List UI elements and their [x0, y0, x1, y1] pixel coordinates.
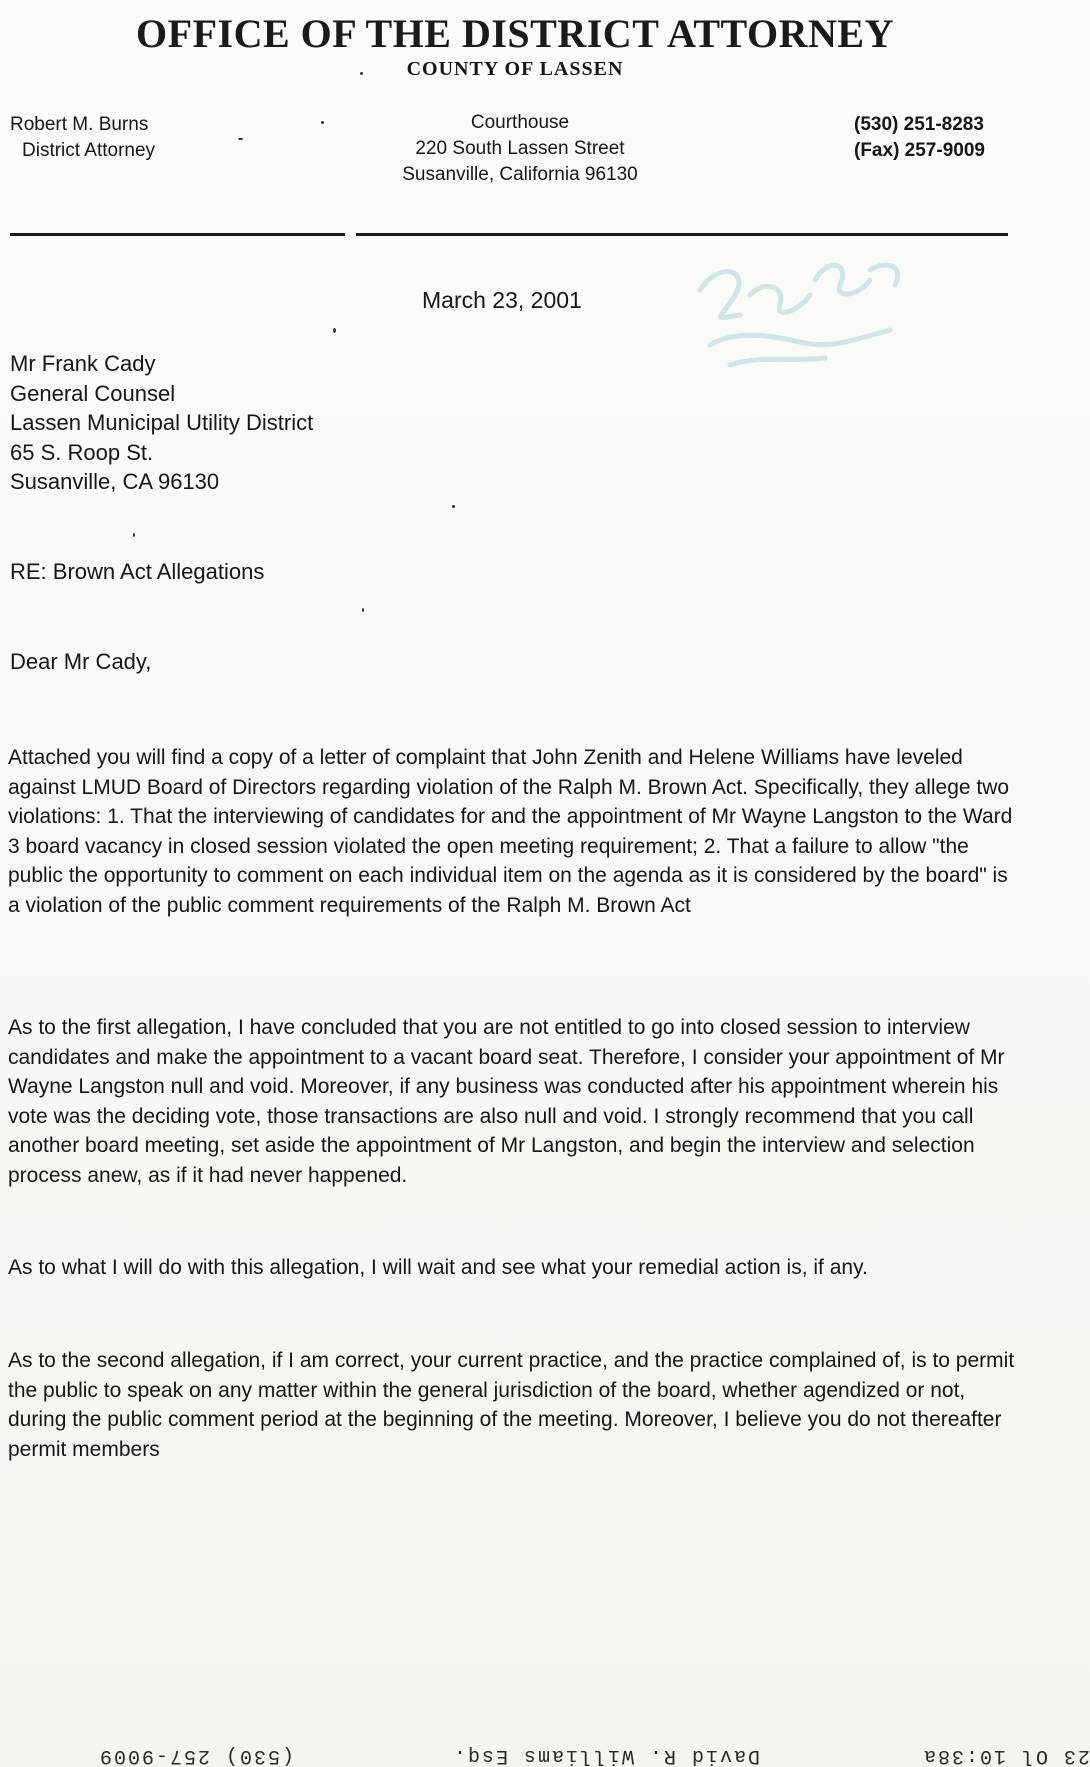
scan-speck: [133, 533, 135, 537]
fax-footer-sender: David R. Williams Esq.: [451, 1744, 760, 1767]
body-paragraph-3: As to what I will do with this allegation, I will wait and see what your remedial action is, if any.: [8, 1256, 868, 1279]
scan-speck: [452, 505, 455, 508]
faint-signature-stamp: [690, 250, 930, 400]
body-paragraph-1: Attached you will find a copy of a letter of complaint that John Zenith and Helene Williams have leveled against LMUD Board of Directors regarding violation of the Ralph M. Brown Act. Specifically, they allege two violations: 1. That the interviewing of candidates for and the appointment of Mr Wayne Langston to the Ward 3 board vacancy in closed session violated the open meeting requirement; 2. That a failure to allow "the public the opportunity to comment on each individual item on the agenda as it is considered by the board" is a violation of the public comment requirements of the Ralph M. Brown Act: [8, 746, 1013, 917]
scan-speck: [362, 608, 364, 612]
recipient-name: Mr Frank Cady: [10, 351, 156, 376]
recipient-title: General Counsel: [10, 380, 176, 406]
fax-number: (Fax) 257-9009: [854, 140, 985, 161]
body-paragraph-4: As to the second allegation, if I am correct, your current practice, and the practice complained of, is to permit the public to speak on any matter within the general jurisdiction of the board, whether agendized or not, during the public comment period at the beginning of the meeting. Moreover, I believe you do not thereafter permit members: [8, 1349, 1015, 1461]
address-line-1: Courthouse: [470, 112, 570, 133]
fax-footer-timestamp: 23 Ol 10:38a: [921, 1744, 1090, 1767]
recipient-organization: Lassen Municipal Utility District: [10, 410, 314, 435]
body-paragraph-2: As to the first allegation, I have concluded that you are not entitled to go into closed session to interview candidates and make the appointment to a vacant board seat. Therefore, I consider your appointment of Mr Wayne Langston null and void. Moreover, if any business was conducted after his appointment wherein his vote was the deciding vote, those transactions are also null and void. I strongly recommend that you call another board meeting, set aside the appointment of Mr Langston, and begin the interview and selection process anew, as if it had never happened.: [8, 1016, 1005, 1187]
letterhead-contact: [854, 112, 985, 164]
fax-transmission-footer: [0, 1740, 1090, 1767]
letterhead-rule-left: [10, 233, 345, 236]
address-line-3: Susanville, California 96130: [402, 164, 638, 185]
scan-speck: [360, 72, 363, 75]
attorney-name: Robert M. Burns: [10, 114, 149, 135]
attorney-title: District Attorney: [22, 140, 156, 161]
subject-line: RE: Brown Act Allegations: [10, 559, 265, 584]
scan-speck: [238, 138, 243, 140]
letter-date: March 23, 2001: [422, 287, 582, 313]
letterhead-rule-right: [356, 233, 1008, 236]
recipient-street: 65 S. Roop St.: [10, 439, 154, 465]
recipient-address: [10, 349, 313, 497]
recipient-city: Susanville, CA 96130: [10, 469, 220, 494]
letterhead-attorney: [10, 112, 155, 164]
letterhead-county: COUNTY OF LASSEN: [406, 58, 624, 80]
phone-number: (530) 251-8283: [854, 114, 984, 135]
address-line-2: 220 South Lassen Street: [415, 138, 625, 159]
fax-footer-number: (530) 257-9009: [97, 1744, 294, 1767]
salutation: Dear Mr Cady,: [10, 649, 152, 674]
scan-speck: [321, 121, 324, 124]
letterhead-address: [370, 110, 670, 188]
letterhead-title: OFFICE OF THE DISTRICT ATTORNEY: [136, 11, 894, 56]
scan-speck: [333, 328, 336, 333]
